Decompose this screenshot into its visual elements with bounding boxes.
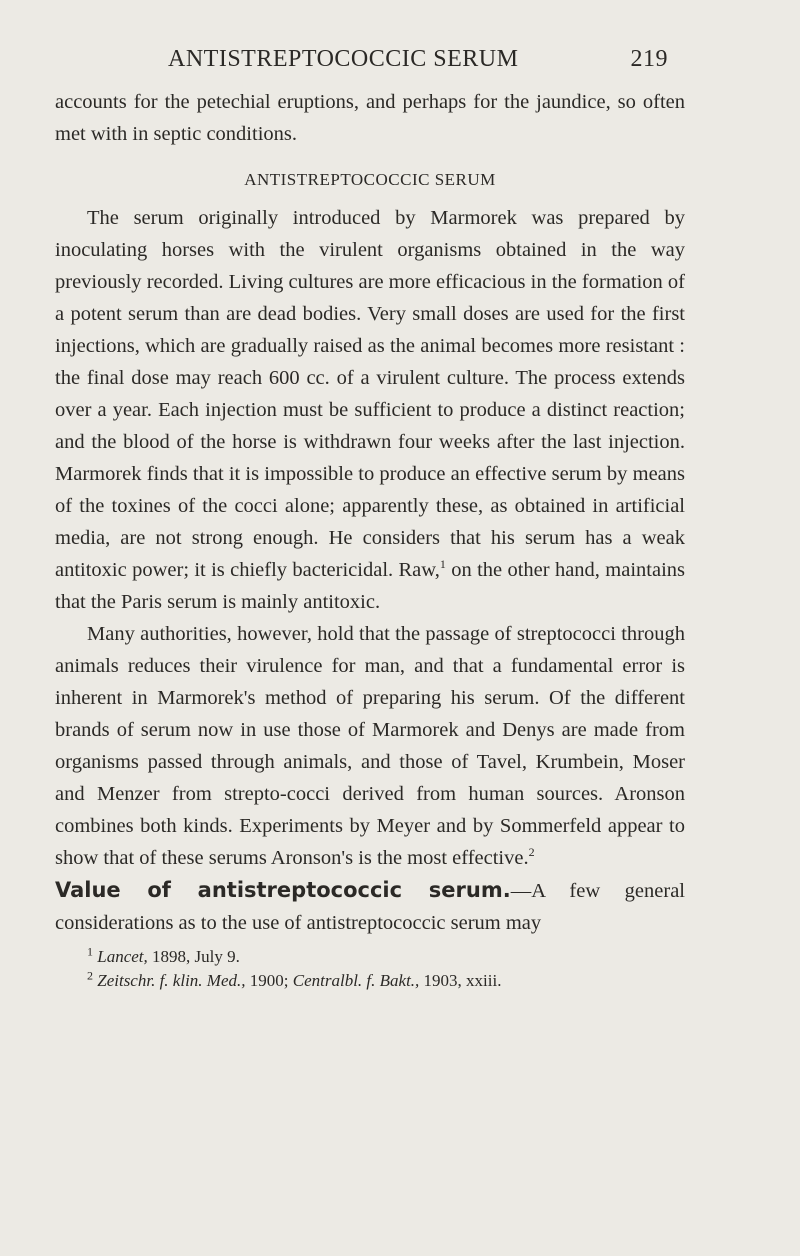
footnote-mark: 1 — [87, 944, 93, 959]
footnote-separator: 1900; — [245, 971, 293, 990]
paragraph-2 — [55, 618, 685, 874]
page-number: 219 — [630, 46, 668, 72]
footnote-2 — [87, 969, 685, 993]
running-head — [168, 46, 668, 73]
footnote-source-2: Centralbl. f. Bakt., — [292, 971, 420, 990]
paragraph-1-text-b: on the other hand, maintains that the Paris serum is mainly antitoxic. — [55, 559, 685, 613]
footnote-detail: 1898, July 9. — [147, 947, 240, 966]
paragraph-1 — [55, 202, 685, 618]
footnote-1 — [87, 945, 685, 969]
footnote-source: Zeitschr. f. klin. Med., — [97, 971, 246, 990]
value-subheading: Value of antistreptococcic serum. — [55, 878, 511, 902]
footnote-ref-1: 1 — [439, 557, 446, 572]
footnotes — [55, 945, 685, 993]
footnote-ref-2: 2 — [528, 845, 535, 860]
running-title: ANTISTREPTOCOCCIC SERUM — [168, 46, 519, 72]
footnote-source: Lancet, — [97, 947, 148, 966]
paragraph-continuation: accounts for the petechial eruptions, and perhaps for the jaundice, so often met with in septic conditions. — [55, 91, 685, 145]
section-heading: ANTISTREPTOCOCCIC SERUM — [244, 170, 496, 189]
paragraph-3 — [55, 874, 685, 939]
paragraph-2-text: Many authorities, however, hold that the passage of streptococci through animals reduces their virulence for man, and that a fundamental error is inherent in Marmorek's method of preparing his serum. Of the different brands of serum now in use those of Marmorek and Denys are made from organisms passed through animals, and those of Tavel, Krumbein, Moser and Menzer from strepto-cocci derived from human sources. Aronson combines both kinds. Experiments by Meyer and by Sommerfeld appear to show that of these serums Aronson's is the most effective. — [55, 623, 685, 869]
body-text — [55, 86, 685, 993]
footnote-mark: 2 — [87, 968, 93, 983]
paragraph-3-text: —A few general considerations as to the use of antistreptococcic serum may — [55, 880, 685, 934]
paragraph-1-text-a: The serum originally introduced by Marmorek was prepared by inoculating horses with the virulent organisms obtained in the way previously recorded. Living cultures are more efficacious in the formation of a potent serum than are dead bodies. Very small doses are used for the first injections, which are gradually raised as the animal becomes more resistant : the final dose may reach 600 cc. of a virulent culture. The process extends over a year. Each injection must be sufficient to produce a distinct reaction; and the blood of the horse is withdrawn four weeks after the last injection. Marmorek finds that it is impossible to produce an effective serum by means of the toxines of the cocci alone; apparently these, as obtained in artificial media, are not strong enough. He considers that his serum has a weak antitoxic power; it is chiefly bactericidal. Raw, — [55, 207, 685, 581]
footnote-detail: 1903, xxiii. — [419, 971, 502, 990]
